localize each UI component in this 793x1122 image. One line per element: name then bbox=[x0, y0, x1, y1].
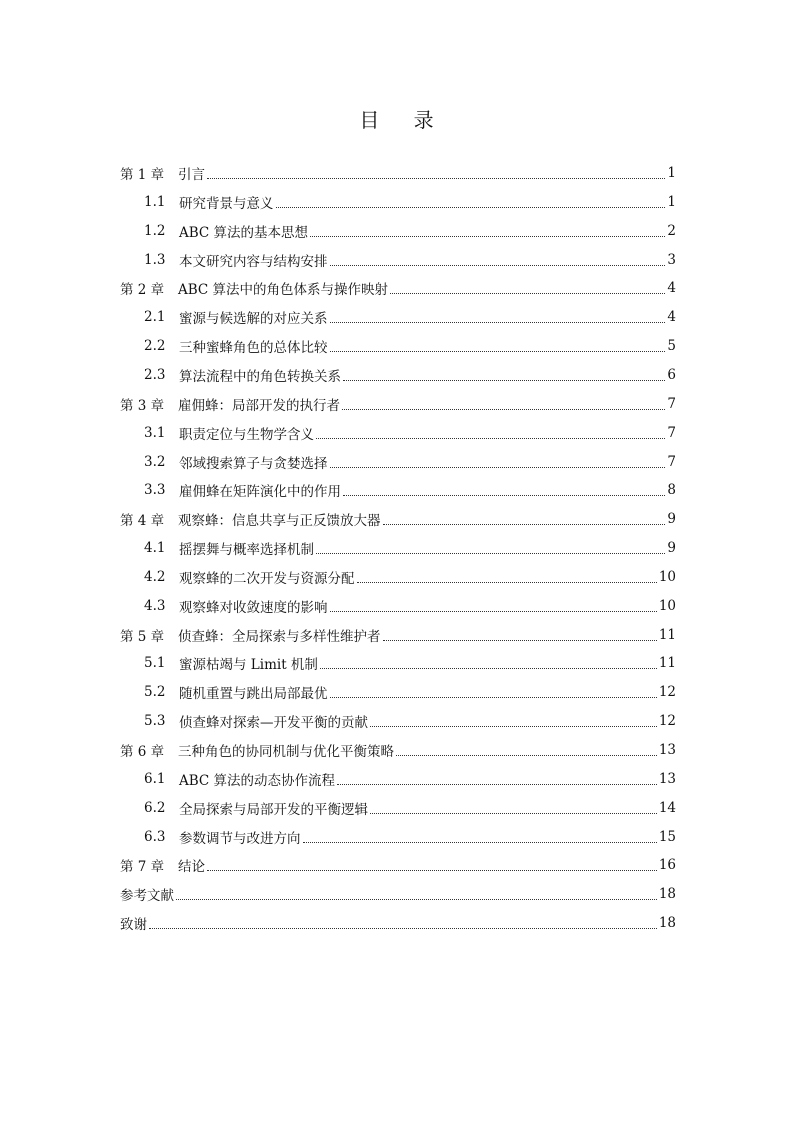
toc-entry-title: 参数调节与改进方向 bbox=[179, 830, 301, 847]
toc-dot-leader bbox=[330, 321, 666, 323]
toc-page-number: 10 bbox=[658, 597, 676, 614]
toc-entry-number: 6.3 bbox=[144, 828, 166, 845]
toc-entry-title: 全局探索与局部开发的平衡逻辑 bbox=[179, 801, 368, 818]
toc-dot-leader bbox=[276, 206, 666, 208]
toc-page-number: 2 bbox=[667, 222, 676, 239]
toc-entry-number: 1.1 bbox=[144, 193, 166, 210]
toc-section-entry[interactable] bbox=[144, 217, 676, 245]
toc-section-entry[interactable] bbox=[144, 707, 676, 735]
toc-dot-leader bbox=[383, 639, 657, 641]
toc-entry-number: 3.3 bbox=[144, 482, 166, 499]
toc-dot-leader bbox=[207, 177, 665, 179]
toc-section-entry[interactable] bbox=[144, 332, 676, 360]
toc-page-number: 7 bbox=[667, 453, 676, 470]
toc-entry-title: 雇佣蜂在矩阵演化中的作用 bbox=[179, 484, 341, 501]
toc-chapter-entry[interactable] bbox=[120, 736, 676, 764]
toc-section-entry[interactable] bbox=[144, 246, 676, 274]
toc-entry-number: 2.1 bbox=[144, 309, 166, 326]
toc-entry-number: 6.2 bbox=[144, 799, 166, 816]
toc-section-entry[interactable] bbox=[144, 592, 676, 620]
toc-page-number: 7 bbox=[667, 424, 676, 441]
toc-dot-leader bbox=[337, 783, 657, 785]
toc-entry-number: 第 1 章 bbox=[120, 167, 165, 183]
toc-section-entry[interactable] bbox=[144, 419, 676, 447]
toc-entry-title: 侦查蜂：全局探索与多样性维护者 bbox=[178, 628, 381, 645]
toc-chapter-entry[interactable] bbox=[120, 159, 676, 187]
toc-section-entry[interactable] bbox=[144, 678, 676, 706]
toc-page-number: 11 bbox=[658, 655, 676, 672]
toc-entry-title: 结论 bbox=[178, 859, 205, 876]
toc-dot-leader bbox=[316, 552, 665, 554]
toc-entry-number: 3.2 bbox=[144, 453, 166, 470]
toc-section-entry[interactable] bbox=[144, 361, 676, 389]
toc-dot-leader bbox=[390, 292, 665, 294]
toc-page-number: 4 bbox=[667, 280, 676, 297]
toc-entry-number: 第 2 章 bbox=[120, 282, 165, 299]
toc-entry-number: 1.2 bbox=[144, 222, 166, 239]
toc-page-number: 9 bbox=[667, 511, 676, 528]
toc-dot-leader bbox=[396, 754, 657, 756]
toc-entry-number: 第 6 章 bbox=[120, 744, 165, 760]
toc-page-number: 3 bbox=[667, 251, 676, 268]
toc-chapter-entry[interactable] bbox=[120, 621, 676, 649]
toc-entry-title: 摇摆舞与概率选择机制 bbox=[179, 542, 314, 559]
toc-chapter-entry[interactable] bbox=[120, 390, 676, 418]
toc-dot-leader bbox=[176, 898, 657, 900]
toc-section-entry[interactable] bbox=[144, 303, 676, 331]
toc-entry-number: 5.2 bbox=[144, 684, 166, 701]
toc-dot-leader bbox=[320, 667, 657, 669]
toc-entry-title: 雇佣蜂：局部开发的执行者 bbox=[178, 397, 340, 414]
toc-section-entry[interactable] bbox=[144, 534, 676, 562]
toc-page-number: 7 bbox=[667, 395, 676, 412]
toc-entry-title: 算法流程中的角色转换关系 bbox=[179, 368, 341, 385]
toc-page-number: 18 bbox=[658, 915, 676, 932]
toc-page-number: 14 bbox=[658, 799, 676, 816]
toc-chapter-entry[interactable] bbox=[120, 909, 676, 937]
toc-entry-number: 4.1 bbox=[144, 540, 166, 557]
toc-entry-title: 职责定位与生物学含义 bbox=[179, 426, 314, 443]
toc-dot-leader bbox=[330, 696, 657, 698]
toc-page-number: 6 bbox=[667, 366, 676, 383]
toc-page-number: 12 bbox=[658, 684, 676, 701]
toc-dot-leader bbox=[357, 581, 657, 583]
toc-page-number: 1 bbox=[667, 165, 676, 181]
toc-entry-title: 观察蜂对收敛速度的影响 bbox=[179, 599, 328, 616]
toc-dot-leader bbox=[370, 812, 657, 814]
toc-page-number: 13 bbox=[658, 742, 676, 758]
toc-section-entry[interactable] bbox=[144, 563, 676, 591]
toc-entry-number: 第 3 章 bbox=[120, 397, 165, 414]
toc-dot-leader bbox=[330, 264, 666, 266]
toc-entry-number: 5.1 bbox=[144, 655, 166, 672]
toc-entry-number: 第 7 章 bbox=[120, 859, 165, 876]
toc-chapter-entry[interactable] bbox=[120, 851, 676, 879]
toc-entry-title: 蜜源枯竭与 Limit 机制 bbox=[179, 657, 318, 674]
toc-entry-title: 本文研究内容与结构安排 bbox=[179, 253, 328, 270]
toc-section-entry[interactable] bbox=[144, 476, 676, 504]
toc-page-number: 4 bbox=[667, 309, 676, 326]
toc-page-number: 8 bbox=[667, 482, 676, 499]
toc-entry-number: 4.2 bbox=[144, 568, 166, 585]
toc-dot-leader bbox=[330, 610, 657, 612]
toc-entry-title: ABC 算法中的角色体系与操作映射 bbox=[178, 282, 389, 299]
toc-entry-title: 蜜源与候选解的对应关系 bbox=[179, 311, 328, 328]
toc-entry-number: 2.3 bbox=[144, 366, 166, 383]
toc-section-entry[interactable] bbox=[144, 765, 676, 793]
toc-dot-leader bbox=[343, 494, 665, 496]
toc-dot-leader bbox=[149, 927, 657, 929]
toc-page-number: 13 bbox=[658, 770, 676, 787]
toc-entry-number: 3.1 bbox=[144, 424, 166, 441]
toc-entry-number: 第 4 章 bbox=[120, 513, 165, 530]
toc-entry-title: 随机重置与跳出局部最优 bbox=[179, 686, 328, 703]
toc-entry-title: 观察蜂：信息共享与正反馈放大器 bbox=[178, 513, 381, 530]
toc-entry-title: 侦查蜂对探索—开发平衡的贡献 bbox=[179, 715, 368, 732]
toc-chapter-entry[interactable] bbox=[120, 505, 676, 533]
toc-entry-number: 2.2 bbox=[144, 338, 166, 355]
toc-dot-leader bbox=[330, 350, 666, 352]
toc-dot-leader bbox=[310, 235, 665, 237]
toc-entry-title: ABC 算法的基本思想 bbox=[179, 224, 309, 241]
toc-entry-number: 5.3 bbox=[144, 713, 166, 730]
toc-page-number: 16 bbox=[658, 857, 676, 874]
toc-entry-title: 研究背景与意义 bbox=[179, 195, 274, 212]
toc-entry-title: 三种蜜蜂角色的总体比较 bbox=[179, 340, 328, 357]
toc-chapter-entry[interactable] bbox=[120, 880, 676, 908]
toc-page-number: 18 bbox=[658, 886, 676, 903]
toc-dot-leader bbox=[370, 725, 657, 727]
toc-section-entry[interactable] bbox=[144, 448, 676, 476]
toc-entry-number: 6.1 bbox=[144, 770, 166, 787]
toc-page-number: 11 bbox=[658, 626, 676, 643]
toc-dot-leader bbox=[207, 869, 657, 871]
toc-section-entry[interactable] bbox=[144, 649, 676, 677]
toc-page-number: 9 bbox=[667, 540, 676, 557]
toc-dot-leader bbox=[330, 466, 666, 468]
toc-page-number: 12 bbox=[658, 713, 676, 730]
toc-page-number: 10 bbox=[658, 568, 676, 585]
toc-entry-title: 三种角色的协同机制与优化平衡策略 bbox=[178, 744, 394, 760]
toc-entry-title: 引言 bbox=[178, 167, 205, 183]
toc-dot-leader bbox=[342, 408, 665, 410]
toc-entry-number: 第 5 章 bbox=[120, 628, 165, 645]
toc-page-number: 5 bbox=[667, 338, 676, 355]
toc-dot-leader bbox=[303, 841, 657, 843]
toc-page-number: 1 bbox=[667, 193, 676, 210]
toc-entry-number: 4.3 bbox=[144, 597, 166, 614]
toc-section-entry[interactable] bbox=[144, 188, 676, 216]
toc-section-entry[interactable] bbox=[144, 823, 676, 851]
toc-entry-title: 观察蜂的二次开发与资源分配 bbox=[179, 570, 355, 587]
toc-entry-title: 参考文献 bbox=[120, 888, 174, 905]
toc-dot-leader bbox=[316, 437, 665, 439]
toc-dot-leader bbox=[343, 379, 665, 381]
toc-chapter-entry[interactable] bbox=[120, 274, 676, 302]
toc-page-number: 15 bbox=[658, 828, 676, 845]
toc-entry-number: 1.3 bbox=[144, 251, 166, 268]
toc-dot-leader bbox=[383, 523, 666, 525]
toc-section-entry[interactable] bbox=[144, 794, 676, 822]
toc-entry-title: 致谢 bbox=[120, 917, 147, 934]
toc-entry-title: ABC 算法的动态协作流程 bbox=[179, 772, 336, 789]
toc-entry-title: 邻域搜索算子与贪婪选择 bbox=[179, 455, 328, 472]
page-title: 目 录 bbox=[359, 108, 448, 132]
